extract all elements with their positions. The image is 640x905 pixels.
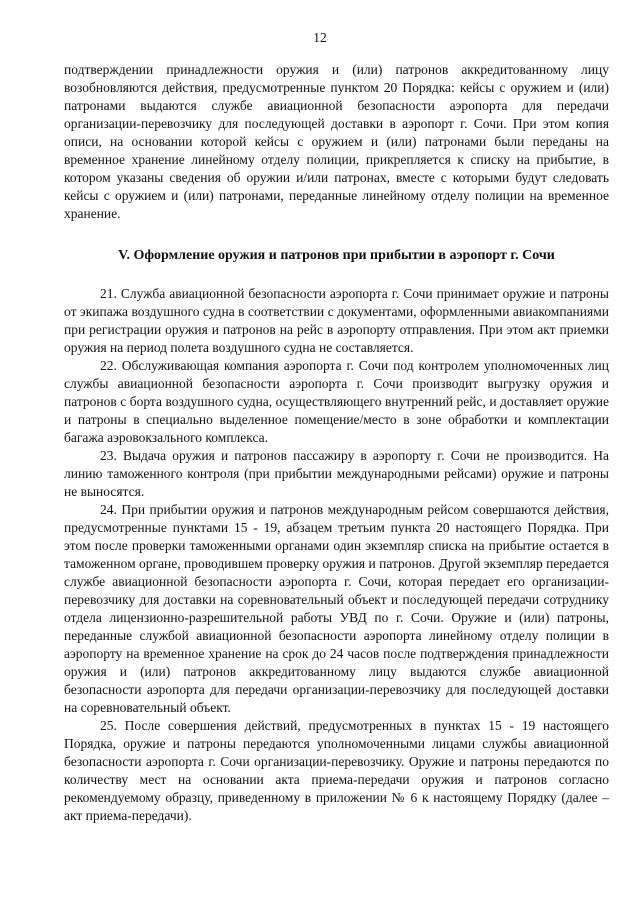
page-number: 12 [313,30,327,45]
paragraph-22: 22. Обслуживающая компания аэропорта г. Сочи под контролем уполномоченных лиц службы авиационной безопасности аэропорта г. Сочи производит выгрузку оружия и патронов с борта воздушного судна, осуществляющего внутренний рейс, и доставляет оружие и патроны в специально выделенное помещение/место в зоне обработки и комплектации багажа аэровокзального комплекса. [64,358,609,445]
paragraph-23: 23. Выдача оружия и патронов пассажиру в аэропорту г. Сочи не производится. На линию таможенного контроля (при прибытии международными рейсами) оружие и патроны не выносятся. [64,448,609,499]
section-heading: V. Оформление оружия и патронов при прибытии в аэропорт г. Сочи [118,248,555,263]
document-body [64,61,609,825]
paragraph-continuation: подтверждении принадлежности оружия и (или) патронов аккредитованному лицу возобновляются действия, предусмотренные пунктом 20 Порядка: кейсы с оружием и (или) патронами выдаются службе авиационной безопасности аэропорта для передачи организации-перевозчику для последующей доставки в аэропорт г. Сочи. При этом копия описи, на основании которой кейсы с оружием и (или) патронами были переданы на временное хранение линейному отделу полиции, прикрепляется к списку на прибытие, в котором указаны сведения об оружии и/или патронах, вместе с которыми будут следовать кейсы с оружием и (или) патронами, переданные линейному отделу полиции на временное хранение. [64,62,609,221]
paragraph-25: 25. После совершения действий, предусмотренных в пунктах 15 - 19 настоящего Порядка, оружие и патроны передаются уполномоченными лицами службы авиационной безопасности аэропорта г. Сочи организации-перевозчику. Оружие и патроны передаются по количеству мест на основании акта приема-передачи оружия и патронов согласно рекомендуемому образцу, приведенному в приложении № 6 к настоящему Порядку (далее – акт приема-передачи). [64,718,609,823]
paragraph-21: 21. Служба авиационной безопасности аэропорта г. Сочи принимает оружие и патроны от экипажа воздушного судна в соответствии с документами, оформленными авиакомпаниями при регистрации оружия и патронов на рейс в аэропорту отправления. При этом акт приемки оружия на период полета воздушного судна не составляется. [64,286,609,355]
paragraph-24: 24. При прибытии оружия и патронов международным рейсом совершаются действия, предусмотренные пунктами 15 - 19, абзацем третьим пункта 20 настоящего Порядка. При этом после проверки таможенными органами один экземпляр списка на прибытие остается в таможенном органе, проводившем проверку оружия и патронов. Другой экземпляр передается службе авиационной безопасности аэропорта г. Сочи, которая передает его организации-перевозчику для доставки на соревновательный объект и последующей передачи сотруднику отдела лицензионно-разрешительной работы УВД по г. Сочи. Оружие и (или) патроны, переданные службой авиационной безопасности аэропорта линейному отделу полиции в аэропорту на временное хранение на срок до 24 часов после подтверждения принадлежности оружия и (или) патронов аккредитованному лицу выдаются службе авиационной безопасности аэропорта для передачи организации-перевозчику для последующей доставки на соревновательный объект. [64,502,609,715]
